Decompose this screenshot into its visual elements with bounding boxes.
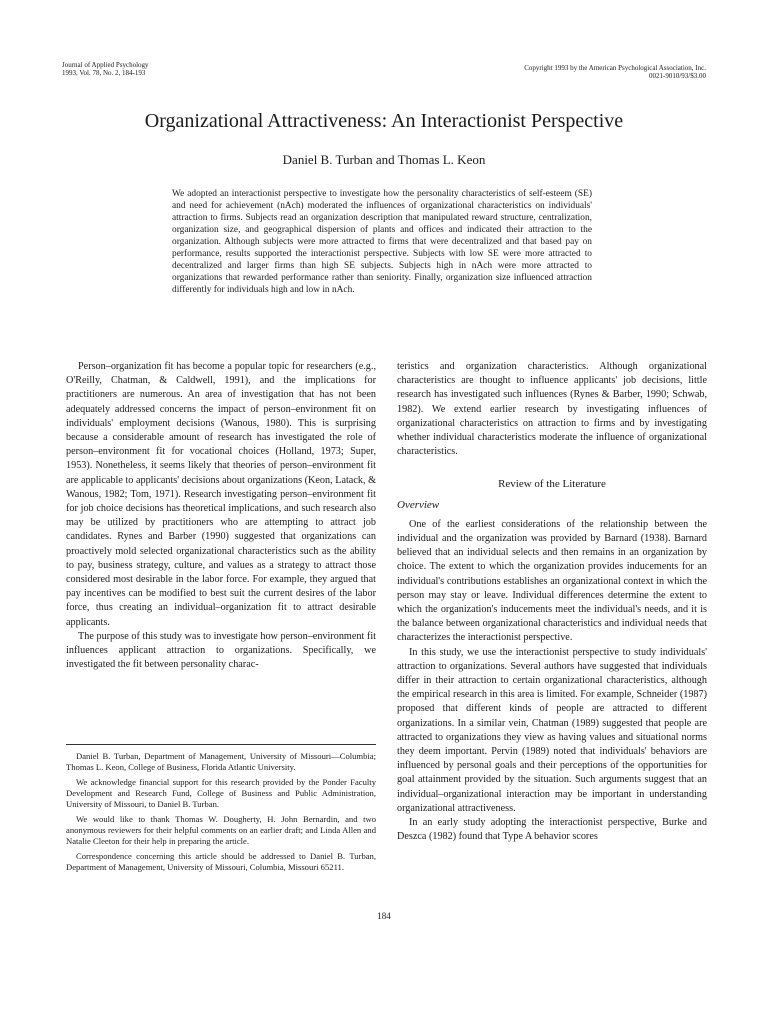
footnote-correspondence: Correspondence concerning this article should be addressed to Daniel B. Turban, Department of Management, University of Missouri, Columbia, Missouri 65211.	[66, 851, 376, 872]
left-paragraph-2: The purpose of this study was to investigate how person–environment fit influences applicant attraction to organizations. Specifically, we investigated the fit between personality charac-	[66, 630, 376, 671]
article-authors: Daniel B. Turban and Thomas L. Keon	[282, 152, 486, 167]
footnote-divider	[66, 744, 376, 745]
right-column	[397, 360, 707, 845]
abstract: We adopted an interactionist perspective to investigate how the personality characteristics of self-esteem (SE) and need for achievement (nAch) moderated the influences of organizational characteristics on individuals' attraction to firms. Subjects read an organization description that manipulated reward structure, centralization, organization size, and geographical dispersion of plants and offices and indicated their attraction to the organization. Although subjects were more attracted to firms that were decentralized and that based pay on performance, results supported the interactionist perspective. Subjects with low SE were more attracted to decentralized and larger firms than high SE subjects. Subjects high in nAch were more attracted to organizations that rewarded performance rather than seniority. Finally, organization size influenced attraction differently for individuals high and low in nAch.	[172, 189, 592, 295]
journal-volume: 1993, Vol. 78, No. 2, 184-193	[62, 69, 146, 77]
copyright-line: Copyright 1993 by the American Psychological Association, Inc.	[524, 64, 706, 72]
footnotes	[66, 744, 376, 877]
subsection-heading: Overview	[397, 498, 440, 511]
right-paragraph-0: teristics and organization characteristics. Although organizational characteristics are thought to influence applicants' job decisions, little research has investigated such influences (Rynes & Barber, 1990; Schwab, 1982). We extend earlier research by investigating influences of organizational characteristics on attraction to firms and by investigating whether individual characteristics moderate the influence of organizational characteristics.	[397, 361, 707, 458]
right-paragraph-3: In an early study adopting the interactionist perspective, Burke and Deszca (1982) found that Type A behavior scores	[397, 817, 707, 843]
footnote-acknowledgments: We would like to thank Thomas W. Dougherty, H. John Bernardin, and two anonymous reviewers for their helpful comments on an earlier draft; and Linda Allen and Natalie Cleeton for their help in preparing the article.	[66, 814, 376, 846]
footnote-affiliation: Daniel B. Turban, Department of Management, University of Missouri—Columbia; Thomas L. Keon, College of Business, Florida Atlantic University.	[66, 751, 376, 772]
section-heading: Review of the Literature	[498, 478, 606, 491]
page-number: 184	[377, 911, 391, 921]
copyright-header	[386, 64, 706, 80]
footnote-funding: We acknowledge financial support for this research provided by the Ponder Faculty Development and Research Fund, College of Business and Public Administration, University of Missouri, to Daniel B. Turban.	[66, 777, 376, 809]
issn-line: 0021-9010/93/$3.00	[649, 72, 706, 80]
article-title: Organizational Attractiveness: An Interactionist Perspective	[144, 110, 624, 132]
right-paragraph-1: One of the earliest considerations of the relationship between the individual and the organization was provided by Barnard (1938). Barnard believed that an individual selects and then remains in an organization by choice. The extent to which the organization provides inducements for an individual's contributions establishes an organizational context in which the person may stay or leave. Individual differences determine the extent to which the organization's inducements meet the individual's needs, and it is the balance between organizational characteristics and individual needs that characterizes the interactionist perspective.	[397, 518, 707, 644]
left-column	[66, 360, 376, 672]
journal-name: Journal of Applied Psychology	[62, 61, 149, 69]
left-paragraph-1: Person–organization fit has become a popular topic for researchers (e.g., O'Reilly, Chatman, & Caldwell, 1991), and the implications for practitioners are numerous. An area of investigation that has not been adequately addressed concerns the impact of person–environment fit on individuals' employment decisions (Wanous, 1980). This is surprising because a considerable amount of research has investigated the role of person–environment fit for vocational choices (Holland, 1973; Super, 1953). Nonetheless, it seems likely that theories of person–environment fit are applicable to applicants' decisions about organizations (Keon, Latack, & Wanous, 1982; Tom, 1971). Research investigating person–environment fit for job choice decisions has theoretical implications, and such research also may be utilized by practitioners who are attempting to attract job candidates. Rynes and Barber (1990) suggested that organizations can proactively mold selected organizational characteristics such as the ability to pay, business strategy, culture, and values as a strategy to attract those considered most desirable in the labor force. For example, they argued that pay incentives can be modified to best suit the current desires of the labor force, thus creating an individual–organization fit to attract desirable applicants.	[66, 361, 376, 628]
journal-header	[62, 61, 282, 77]
right-paragraph-2: In this study, we use the interactionist perspective to study individuals' attraction to organizations. Several authors have suggested that individuals differ in their attraction to certain organizational characteristics, although the empirical research in this area is limited. For example, Schneider (1987) proposed that different kinds of people are attracted to different organizations. In a similar vein, Chatman (1989) suggested that people are attracted to organizations they view as having values and situational norms they deem important. Pervin (1989) noted that individuals' behaviors are influenced by personal goals and their perceptions of the opportunities for goal attainment provided by the situation. Such arguments suggest that an individual–organizational interaction may be important in understanding organizational attractiveness.	[397, 646, 707, 814]
